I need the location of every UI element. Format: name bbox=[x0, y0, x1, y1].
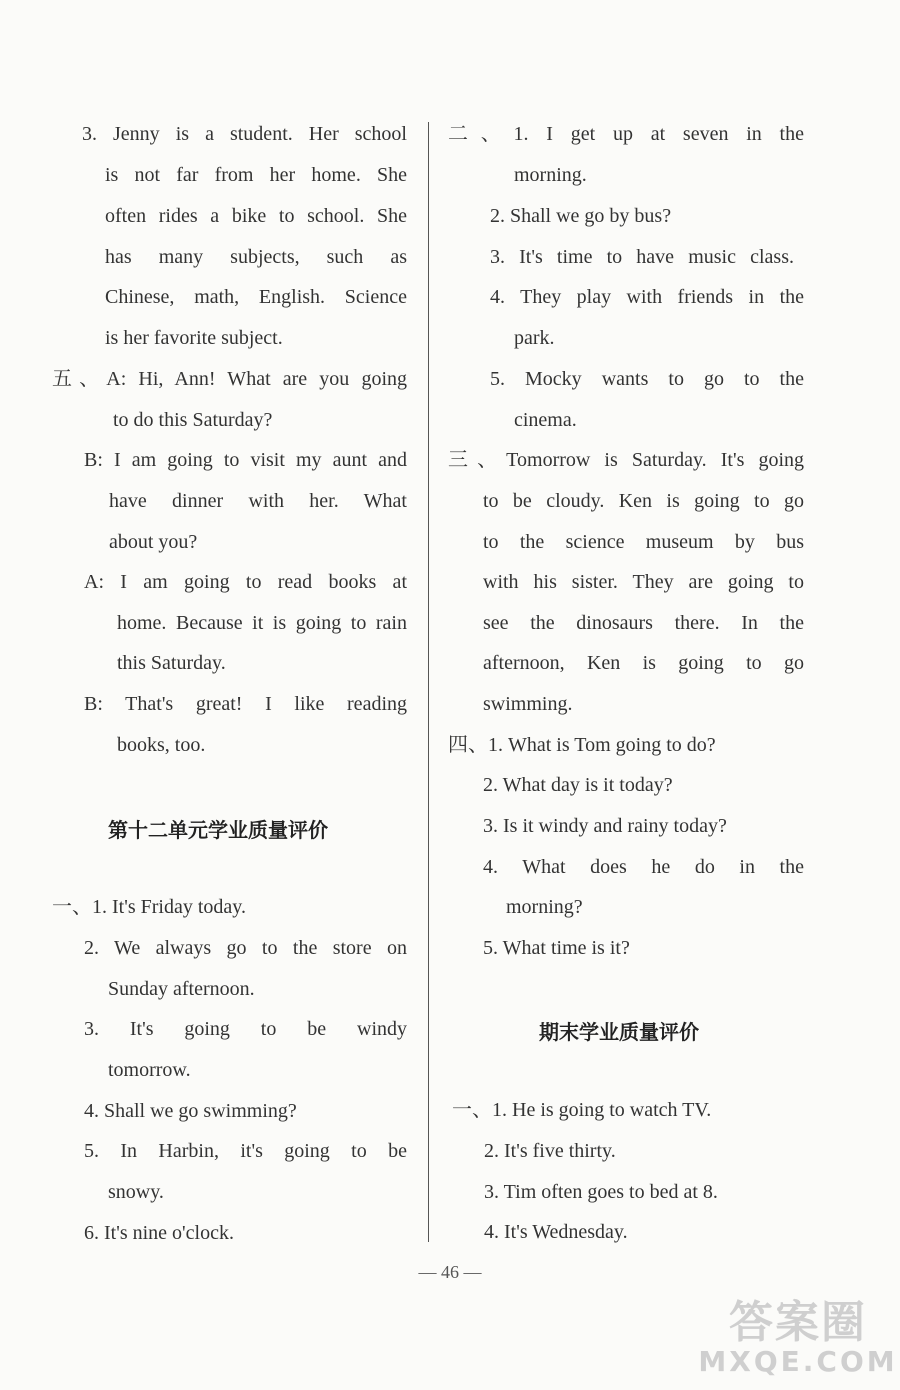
text-line: about you? bbox=[109, 531, 198, 553]
watermark-title: 答案圈 bbox=[729, 1296, 867, 1348]
text-line: 4. What does he do in the bbox=[483, 856, 804, 878]
text-line: 2. What day is it today? bbox=[483, 774, 673, 796]
text-line: 五、A: Hi, Ann! What are you going bbox=[52, 368, 407, 390]
text-line: 5. Mocky wants to go to the bbox=[490, 368, 804, 390]
answer-line: 5. In Harbin, it's going to be bbox=[84, 1140, 407, 1162]
text-line: books, too. bbox=[117, 734, 206, 756]
answer-line: tomorrow. bbox=[108, 1059, 191, 1081]
column-divider bbox=[428, 122, 429, 1242]
page-number: — 46 — bbox=[418, 1262, 482, 1282]
text-line: B: That's great! I like reading bbox=[84, 693, 407, 715]
answer-line: 2. We always go to the store on bbox=[84, 937, 407, 959]
text-line: swimming. bbox=[483, 693, 573, 715]
text-line: is not far from her home. She bbox=[105, 164, 407, 186]
text-line: cinema. bbox=[514, 409, 577, 431]
text-line: to the science museum by bus bbox=[483, 531, 804, 553]
text-line: to be cloudy. Ken is going to go bbox=[483, 490, 804, 512]
answer-line: Sunday afternoon. bbox=[108, 978, 255, 1000]
text-line: this Saturday. bbox=[117, 652, 226, 674]
text-line: 四、1. What is Tom going to do? bbox=[448, 734, 716, 756]
text-line: 3. Is it windy and rainy today? bbox=[483, 815, 727, 837]
text-line: park. bbox=[514, 327, 555, 349]
answer-line: 4. It's Wednesday. bbox=[484, 1221, 628, 1243]
watermark-logo bbox=[698, 1295, 898, 1380]
answer-line: snowy. bbox=[108, 1181, 164, 1203]
text-line: has many subjects, such as bbox=[105, 246, 407, 268]
text-line: Chinese, math, English. Science bbox=[105, 286, 407, 308]
text-line: afternoon, Ken is going to go bbox=[483, 652, 804, 674]
text-line: 2. Shall we go by bus? bbox=[490, 205, 672, 227]
text-line: A: I am going to read books at bbox=[84, 571, 407, 593]
text-line: home. Because it is going to rain bbox=[117, 612, 407, 634]
watermark-domain: MXQE.COM bbox=[698, 1344, 898, 1378]
text-line: have dinner with her. What bbox=[109, 490, 407, 512]
text-line: 3. It's time to have music class. bbox=[490, 246, 794, 268]
text-line: B: I am going to visit my aunt and bbox=[84, 449, 407, 471]
answer-line: 3. Tim often goes to bed at 8. bbox=[484, 1181, 718, 1203]
text-line: with his sister. They are going to bbox=[483, 571, 804, 593]
section-heading: 第十二单元学业质量评价 bbox=[108, 818, 328, 842]
answer-line: 3. It's going to be windy bbox=[84, 1018, 407, 1040]
text-line: morning? bbox=[506, 896, 583, 918]
answer-line: 4. Shall we go swimming? bbox=[84, 1100, 297, 1122]
text-line: see the dinosaurs there. In the bbox=[483, 612, 804, 634]
text-line: 5. What time is it? bbox=[483, 937, 630, 959]
text-line: is her favorite subject. bbox=[105, 327, 283, 349]
text-line: 3. Jenny is a student. Her school bbox=[82, 123, 407, 145]
text-line: morning. bbox=[514, 164, 587, 186]
text-line: 二、1. I get up at seven in the bbox=[448, 123, 804, 145]
answer-line: 一、1. It's Friday today. bbox=[52, 896, 246, 918]
answer-line: 2. It's five thirty. bbox=[484, 1140, 616, 1162]
section-heading: 期末学业质量评价 bbox=[539, 1020, 699, 1044]
text-line: 三、Tomorrow is Saturday. It's going bbox=[448, 449, 804, 471]
answer-line: 6. It's nine o'clock. bbox=[84, 1222, 234, 1244]
text-line: often rides a bike to school. She bbox=[105, 205, 407, 227]
text-line: to do this Saturday? bbox=[113, 409, 273, 431]
text-line: 4. They play with friends in the bbox=[490, 286, 804, 308]
answer-line: 一、1. He is going to watch TV. bbox=[452, 1099, 712, 1121]
